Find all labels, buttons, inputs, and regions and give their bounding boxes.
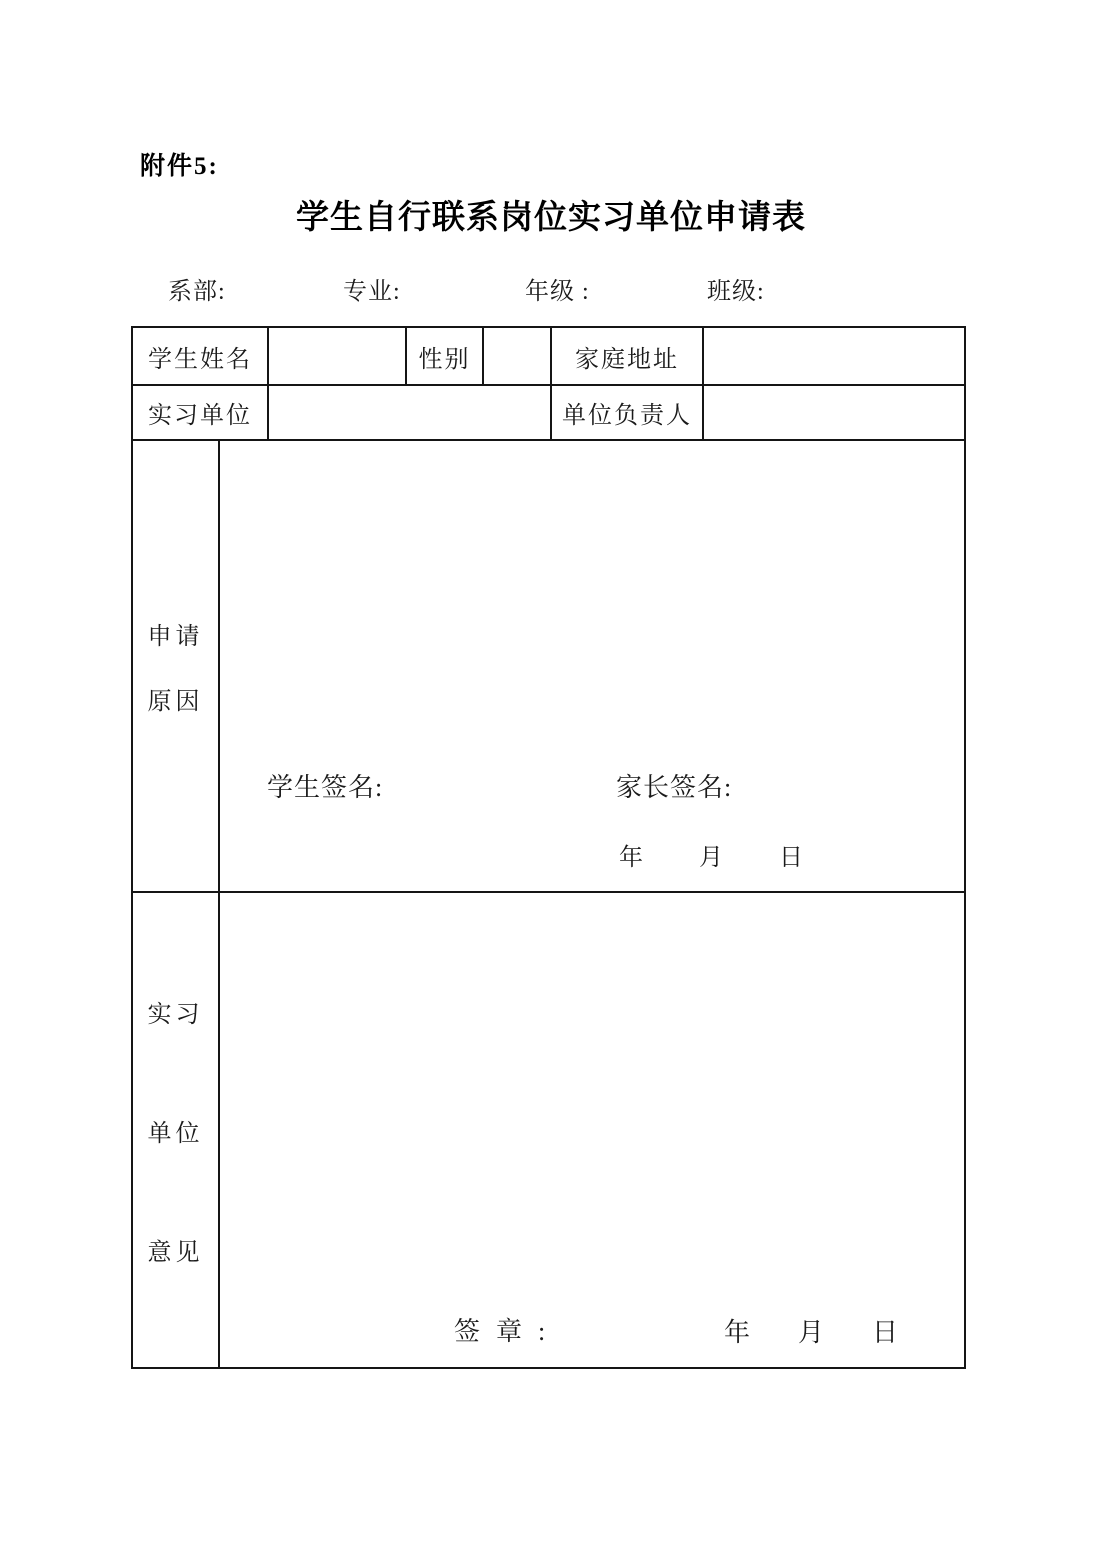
year-label: 年 bbox=[619, 845, 643, 871]
gender-value-cell[interactable] bbox=[483, 327, 551, 385]
student-signature-label: 学生签名: bbox=[267, 773, 384, 802]
application-reason-content-cell[interactable] bbox=[219, 440, 965, 892]
application-reason-label bbox=[132, 440, 219, 892]
home-address-label: 家庭地址 bbox=[551, 327, 703, 385]
year-label: 年 bbox=[724, 1318, 751, 1347]
student-name-label: 学生姓名 bbox=[132, 327, 268, 385]
table-row-application-reason bbox=[132, 440, 965, 892]
unit-opinion-date bbox=[724, 1312, 898, 1349]
day-label: 日 bbox=[872, 1318, 899, 1347]
day-label: 日 bbox=[779, 845, 803, 871]
table-row-student-info bbox=[132, 327, 965, 385]
unit-opinion-label-line1: 实习 bbox=[147, 1001, 204, 1028]
field-grade-label: 年级 : bbox=[525, 279, 590, 305]
page-title: 学生自行联系岗位实习单位申请表 bbox=[296, 200, 806, 236]
application-reason-date bbox=[619, 837, 803, 872]
unit-head-value-cell[interactable] bbox=[703, 385, 965, 440]
field-department-label: 系部: bbox=[168, 279, 226, 305]
application-form-table bbox=[131, 326, 966, 1369]
field-major-label: 专业: bbox=[343, 279, 401, 305]
month-label: 月 bbox=[798, 1318, 825, 1347]
field-class-label: 班级: bbox=[707, 279, 765, 305]
student-name-value-cell[interactable] bbox=[268, 327, 406, 385]
attachment-label: 附件5: bbox=[140, 153, 219, 180]
application-reason-label-line2: 原因 bbox=[147, 689, 204, 715]
table-row-unit-opinion bbox=[132, 892, 965, 1368]
unit-opinion-content-cell[interactable] bbox=[219, 892, 965, 1368]
application-reason-label-line1: 申请 bbox=[147, 624, 204, 650]
unit-opinion-label bbox=[132, 892, 219, 1368]
table-row-unit-info bbox=[132, 385, 965, 440]
unit-head-label: 单位负责人 bbox=[551, 385, 703, 440]
month-label: 月 bbox=[699, 845, 723, 871]
seal-label: 签 章 : bbox=[454, 1317, 547, 1346]
internship-unit-value-cell[interactable] bbox=[268, 385, 551, 440]
internship-unit-label: 实习单位 bbox=[132, 385, 268, 440]
home-address-value-cell[interactable] bbox=[703, 327, 965, 385]
unit-opinion-label-line3: 意见 bbox=[147, 1239, 204, 1266]
unit-opinion-label-line2: 单位 bbox=[147, 1120, 204, 1147]
gender-label: 性别 bbox=[406, 327, 483, 385]
parent-signature-label: 家长签名: bbox=[616, 773, 733, 802]
